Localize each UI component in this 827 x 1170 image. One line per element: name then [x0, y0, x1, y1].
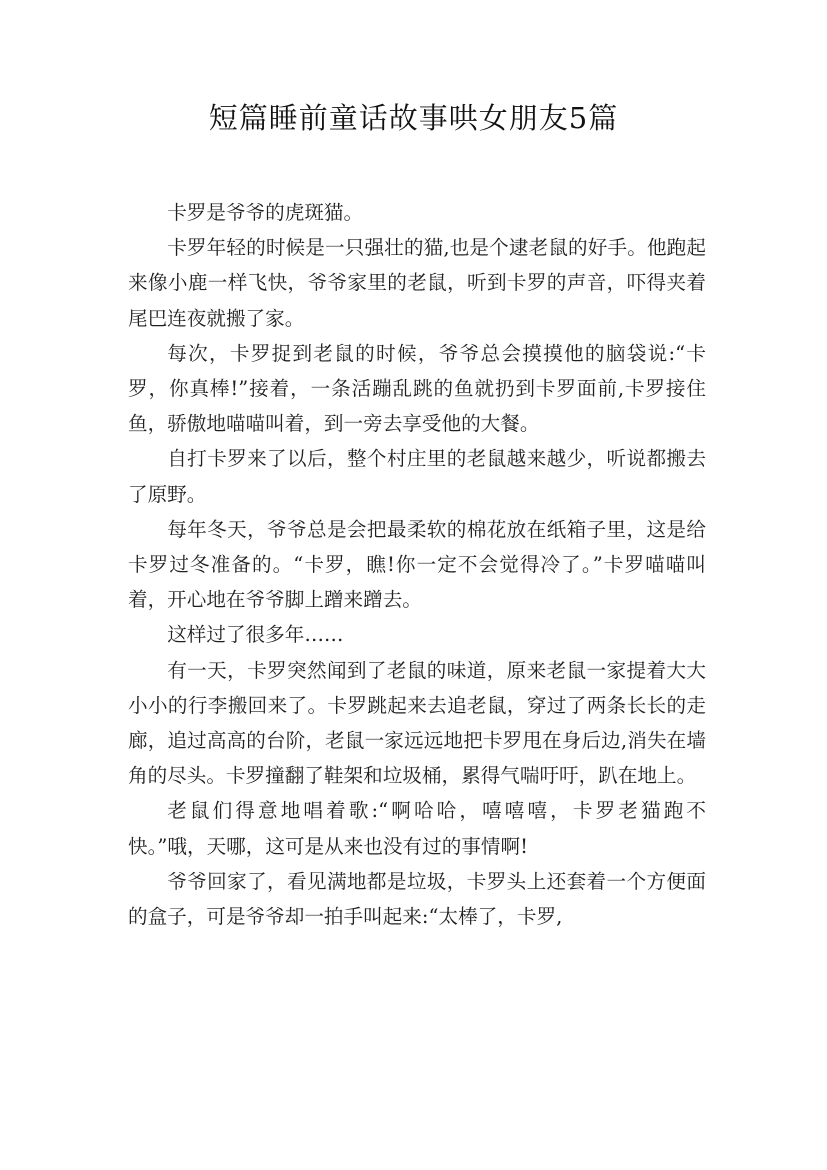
paragraph: 卡罗是爷爷的虎斑猫。: [167, 201, 364, 224]
paragraph: 自打卡罗来了以后，整个村庄里的老鼠越来越少，听说都搬去了原野。: [128, 447, 706, 506]
paragraph: 有一天，卡罗突然闻到了老鼠的味道，原来老鼠一家提着大大小小的行李搬回来了。卡罗跳起来去追老鼠，穿过了两条长长的走廊，追过高高的台阶，老鼠一家远远地把卡罗甩在身后边,消失在墙角的尽头。卡罗撞翻了鞋架和垃圾桶，累得气喘吁吁，趴在地上。: [128, 658, 706, 788]
paragraph: 这样过了很多年……: [167, 623, 344, 647]
document-body: [128, 195, 706, 934]
paragraph: 卡罗年轻的时候是一只强壮的猫,也是个逮老鼠的好手。他跑起来像小鹿一样飞快，爷爷家里的老鼠，听到卡罗的声音，吓得夹着尾巴连夜就搬了家。: [128, 236, 706, 330]
paragraph: 每年冬天，爷爷总是会把最柔软的棉花放在纸箱子里，这是给卡罗过冬准备的。“卡罗，瞧!你一定不会觉得冷了。”卡罗喵喵叫着，开心地在爷爷脚上蹭来蹭去。: [128, 517, 706, 612]
paragraph: 每次，卡罗捉到老鼠的时候，爷爷总会摸摸他的脑袋说:“卡罗，你真棒!”接着，一条活蹦乱跳的鱼就扔到卡罗面前,卡罗接住鱼，骄傲地喵喵叫着，到一旁去享受他的大餐。: [128, 341, 706, 436]
paragraph: 老鼠们得意地唱着歌:“啊哈哈，嘻嘻嘻，卡罗老猫跑不快。”哦，天哪，这可是从来也没有过的事情啊!: [128, 799, 706, 858]
document-title: 短篇睡前童话故事哄女朋友5篇: [208, 101, 619, 135]
paragraph: 爷爷回家了，看见满地都是垃圾，卡罗头上还套着一个方便面的盒子，可是爷爷却一拍手叫起来:“太棒了，卡罗,: [128, 869, 706, 929]
